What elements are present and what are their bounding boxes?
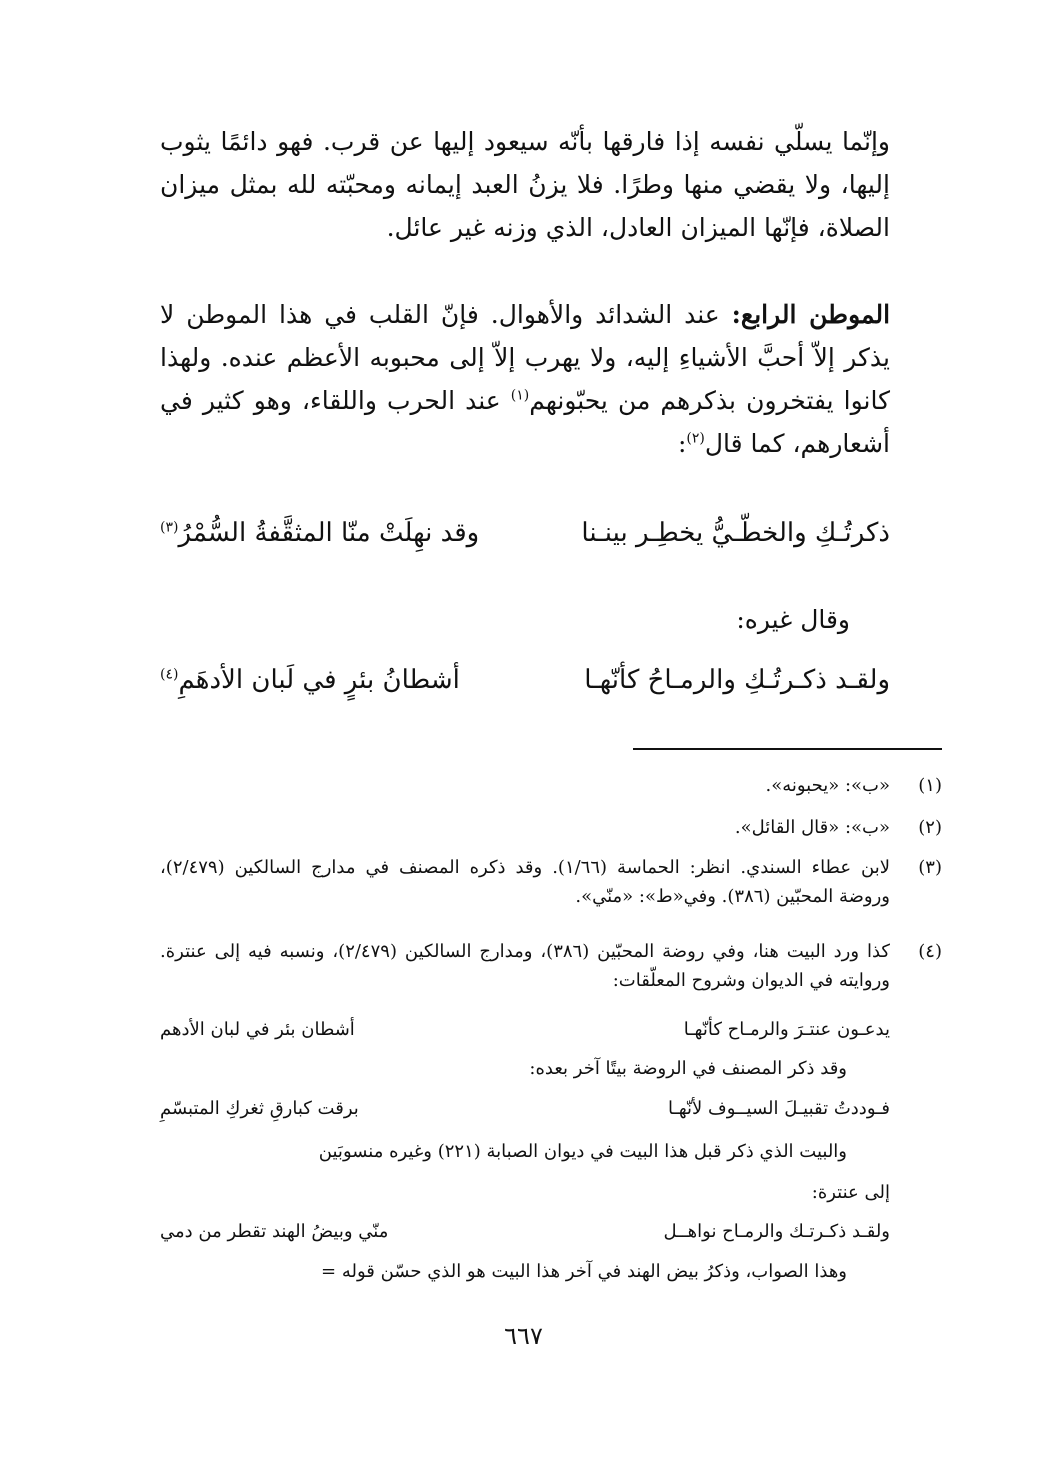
poem-verse-1 bbox=[160, 518, 890, 568]
footnote-1 bbox=[160, 771, 942, 800]
paragraph-text: وإنّما يسلّي نفسه إذا فارقها بأنّه سيعود إليها عن قرب. فهو دائمًا يثوب إليها، ولا يقضي منها وطرًا. فلا يزنُ العبد إيمانه ومحبّته لله بمثل ميزان الصلاة، فإنّها الميزان العادل، الذي وزنه غير عائل. bbox=[160, 127, 890, 242]
verse-first-hemistich: يدعـون عنتـرَ والرمـاح كأنّهـا bbox=[683, 1019, 890, 1040]
footnote-text: كذا ورد البيت هنا، وفي روضة المحبّين (٣٨٦)، ومدارج السالكين (٢/٤٧٩)، ونسبه فيه إلى عنترة. وروايته في الديوان وشروح المعلّقات: bbox=[160, 941, 890, 991]
footnote-verse-2 bbox=[160, 1094, 890, 1123]
paragraph-fourth-station bbox=[160, 293, 890, 465]
poem-verse-2 bbox=[160, 665, 890, 715]
footnote-3 bbox=[160, 853, 942, 911]
paragraph-text-part: : bbox=[677, 429, 687, 458]
verse-first-hemistich: ولقـد ذكـرتُـكِ والرمـاحُ كأنّهـا bbox=[584, 665, 890, 695]
verse-second-hemistich: أشطانُ بئرٍ في لَبان الأدهَمِ bbox=[178, 665, 460, 695]
footnote-verse-3 bbox=[160, 1217, 890, 1246]
section-heading: الموطن الرابع: bbox=[731, 300, 891, 329]
footnote-text: «ب»: «قال القائل». bbox=[734, 817, 890, 838]
verse-second-hemistich: أشطان بئر في لبان الأدهم bbox=[160, 1019, 355, 1040]
verse-first-hemistich: فـوددتُ تقبيـلَ السيــوف لأنّهـا bbox=[667, 1098, 890, 1119]
verse-intro: وقال غيره: bbox=[736, 605, 850, 634]
paragraph-text bbox=[160, 293, 890, 465]
paragraph-prayer bbox=[160, 120, 890, 249]
footnote-ref: (٢) bbox=[686, 430, 705, 447]
verse-first-hemistich: ولقـد ذكـرتـك والرمـاح نواهــل bbox=[663, 1221, 890, 1242]
paragraph-text-part: عند الشدائد والأهوال. فإنّ القلب في هذا الموطن لا يذكر إلاّ أحبَّ الأشياءِ إليه، ولا يهرب إلاّ إلى محبوبه الأعظم عنده. ولهذا كانوا يفتخرون بذكرهم من يحبّونهم bbox=[160, 300, 890, 415]
footnote-4 bbox=[160, 937, 942, 995]
footnote-text: لابن عطاء السندي. انظر: الحماسة (١/٦٦). وقد ذكره المصنف في مدارج السالكين (٢/٤٧٩)، وروضة المحبّين (٣٨٦). وفي«ط»: «منّي». bbox=[160, 857, 891, 907]
verse-second-hemistich: وقد نهِلَتْ منّا المثقَّفةُ السُّمْرُ bbox=[178, 518, 480, 548]
footnote-ref: (١) bbox=[510, 387, 530, 404]
verse-second-hemistich: برقت كبارقِ ثغركِ المتبسّمِ bbox=[160, 1098, 359, 1119]
footnote-line: وقد ذكر المصنف في الروضة بيتًا آخر بعده: bbox=[529, 1058, 847, 1079]
verse-first-hemistich: ذكرتُـكِ والخطّـيُّ يخطِـر بينـنا bbox=[581, 518, 890, 548]
paragraph-text-part: عند الحرب واللقاء، وهو كثير في أشعارهم، كما قال bbox=[160, 386, 890, 458]
footnote-verse-1 bbox=[160, 1015, 890, 1044]
footnote-separator bbox=[633, 748, 942, 750]
footnote-number: (٤) bbox=[918, 941, 942, 962]
page-number: ٦٦٧ bbox=[504, 1322, 543, 1350]
footnote-line: إلى عنترة: bbox=[811, 1182, 890, 1203]
footnote-line: والبيت الذي ذكر قبل هذا البيت في ديوان الصبابة (٢٢١) وغيره منسوبَين bbox=[318, 1141, 847, 1162]
footnote-line: وهذا الصواب، وذكرُ بيض الهند في آخر هذا البيت هو الذي حسّن قوله = bbox=[321, 1261, 847, 1282]
footnote-number: (٣) bbox=[918, 857, 942, 878]
footnote-text: «ب»: «يحبونه». bbox=[765, 775, 890, 796]
footnote-2 bbox=[160, 813, 942, 842]
footnote-ref: (٤) bbox=[160, 666, 179, 683]
footnote-number: (٢) bbox=[918, 817, 942, 838]
footnote-number: (١) bbox=[918, 775, 942, 796]
verse-second-hemistich: منّي وبيضُ الهند تقطر من دمي bbox=[160, 1221, 389, 1242]
footnote-ref: (٣) bbox=[160, 519, 179, 536]
